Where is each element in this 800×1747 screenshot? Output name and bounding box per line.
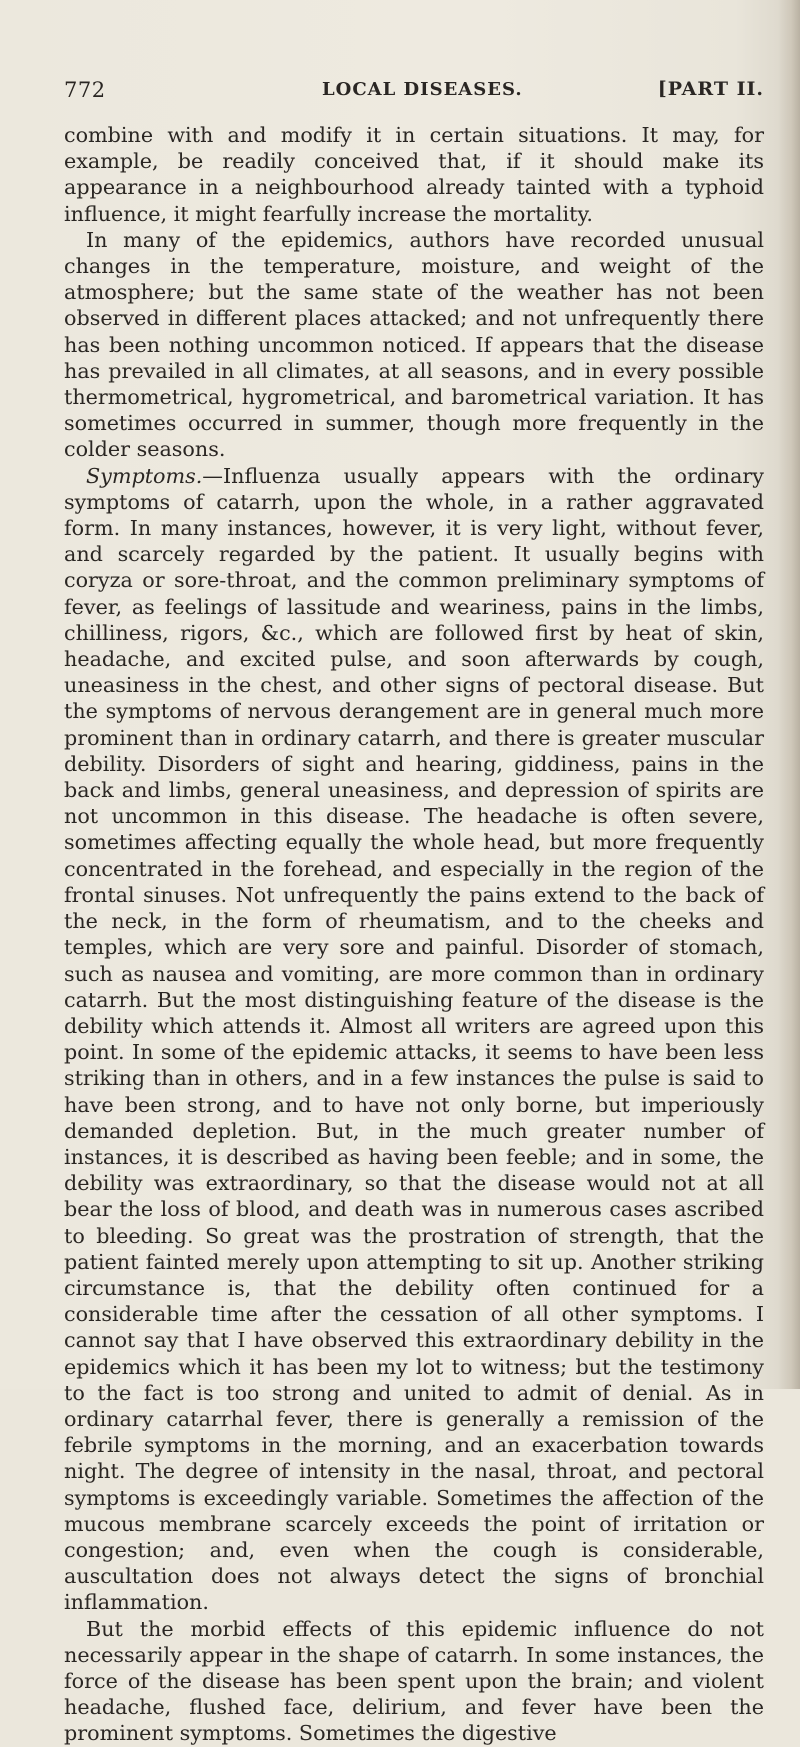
paragraph-3-body: —Influenza usually appears with the ordinary symptoms of catarrh, upon the whole, in a rather aggravated form. In many instances, however, it is very light, without fever, and scarcely regarded by the patient. It usually begins with coryza or sore-throat, and the common preliminary symptoms of fever, as feelings of lassitude and weariness, pains in the limbs, chilliness, rigors, &c., which are followed first by heat of skin, headache, and excited pulse, and soon afterwards by cough, uneasiness in the chest, and other signs of pectoral disease. But the symptoms of nervous derangement are in general much more prominent than in ordinary catarrh, and there is greater muscular debility. Disorders of sight and hearing, giddiness, pains in the back and limbs, general uneasiness, and depression of spirits are not uncommon in this disease. The headache is often severe, sometimes affecting equally the whole head, but more frequently concentrated in the forehead, and especially in the region of the frontal sinuses. Not unfrequently the pains extend to the back of the neck, in the form of rheumatism, and to the cheeks and temples, which are very sore and painful. Disorder of stomach, such as nausea and vomiting, are more common than in ordinary catarrh. But the most distinguishing feature of the disease is the debility which attends it. Almost all writers are agreed upon this point. In some of the epidemic attacks, it seems to have been less striking than in others, and in a few instances the pulse is said to have been strong, and to have not only borne, but imperiously demanded depletion. But, in the much greater number of instances, it is described as having been feeble; and in some, the debility was extraordinary, so that the disease would not at all bear the loss of blood, and death was in numerous cases ascribed to bleeding. So great was the prostration of strength, that the patient fainted merely upon attempting to sit up. Another striking circumstance is, that the debility often continued for a considerable time after the cessation of all other symptoms. I cannot say that I have observed this extraordinary debility in the epidemics which it has been my lot to witness; but the testimony to the fact is too strong and united to admit of denial. As in ordinary catarrhal fever, there is generally a remission of the febrile symptoms in the morning, and an exacerbation towards night. The degree of intensity in the nasal, throat, and pectoral symptoms is exceedingly variable. Sometimes the affection of the mucous membrane scarcely exceeds the point of irritation or congestion; and, even when the cough is considerable, auscultation does not always detect the signs of bronchial inflammation. <box>64 463 764 1615</box>
paragraph-2: In many of the epidemics, authors have recorded unusual changes in the temperature, moisture, and weight of the atmosphere; but the same state of the weather has not been observed in different places attacked; and not unfrequently there has been nothing uncommon noticed. If appears that the disease has prevailed in all climates, at all seasons, and in every possible thermometrical, hygrometrical, and barometrical variation. It has sometimes occurred in summer, though more frequently in the colder seasons. <box>64 227 764 462</box>
body-text <box>64 122 764 1747</box>
paragraph-1: combine with and modify it in certain situations. It may, for example, be readily conceived that, if it should make its appearance in a neighbourhood already tainted with a typhoid influence, it might fearfully increase the mortality. <box>64 123 764 226</box>
symptoms-heading: Symptoms. <box>86 463 203 488</box>
paragraph-4: But the morbid effects of this epidemic influence do not necessarily appear in the shape of catarrh. In some instances, the force of the disease has been spent upon the brain; and violent headache, flushed face, delirium, and fever have been the prominent symptoms. Sometimes the digestive <box>64 1616 764 1746</box>
page-number: 772 <box>64 78 106 102</box>
running-head: LOCAL DISEASES. <box>322 79 523 100</box>
page-header <box>64 78 764 108</box>
part-label: [PART II. <box>657 78 764 100</box>
page-edge-shadow <box>778 0 800 1389</box>
paragraph-3 <box>64 463 764 1616</box>
